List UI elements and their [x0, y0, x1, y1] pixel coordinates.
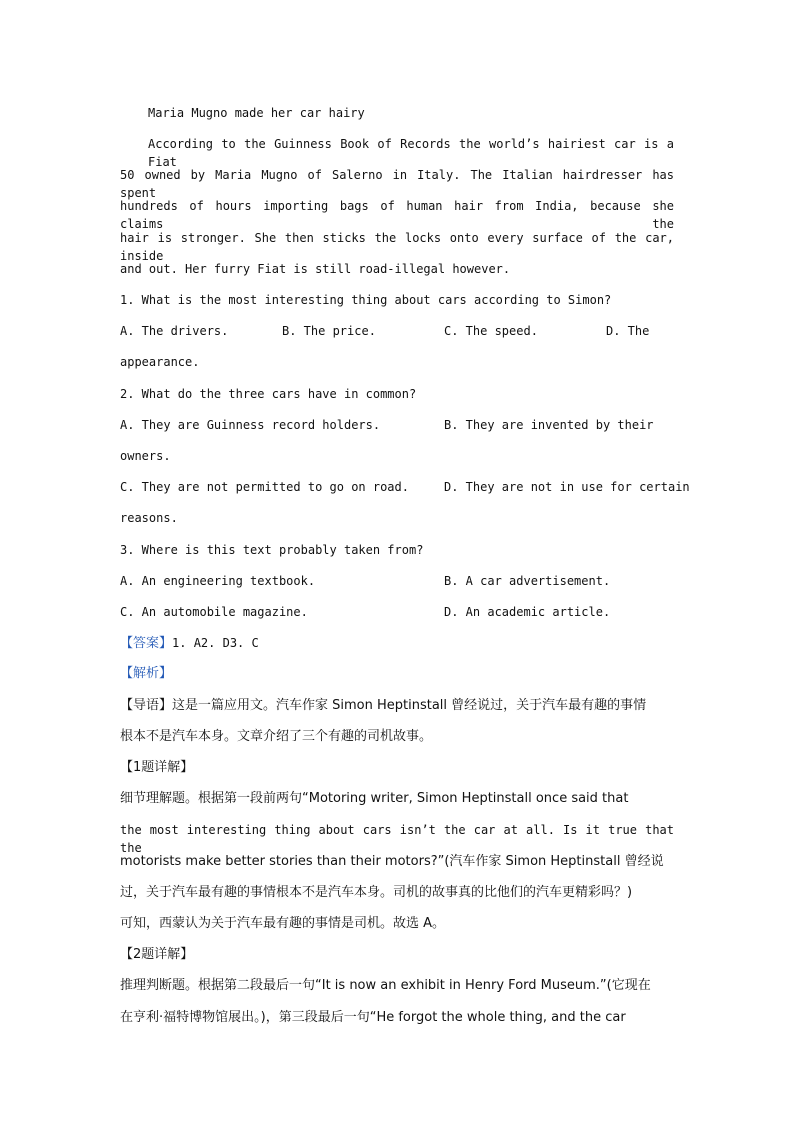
option-b: B. They are invented by their [444, 418, 654, 432]
option-a: A. The drivers. [120, 324, 229, 338]
guide-line: 根本不是汽车本身。文章介绍了三个有趣的司机故事。 [120, 729, 433, 744]
question-stem: 2. What do the three cars have in common? [120, 387, 417, 401]
option-a: A. They are Guinness record holders. [120, 418, 381, 432]
option-a: A. An engineering textbook. [120, 574, 316, 588]
option-c: C. They are not permitted to go on road. [120, 480, 409, 494]
article-line: hair is stronger. She then sticks the locks onto every surface of the car, inside [120, 231, 674, 263]
option-wrap: appearance. [120, 355, 200, 369]
option-b: B. The price. [282, 324, 376, 338]
option-wrap: reasons. [120, 511, 178, 525]
analysis-label: 【解析】 [120, 666, 173, 681]
option-d: D. An academic article. [444, 605, 611, 619]
q2-detail-line: 推理判断题。根据第二段最后一句“It is now an exhibit in Henry Ford Museum.”(它现在 [120, 978, 651, 993]
article-line: hundreds of hours importing bags of human hair from India, because she claims the [120, 199, 674, 231]
guide-label: 【导语】 [120, 698, 173, 713]
option-d: D. They are not in use for certain [444, 480, 690, 494]
question-stem: 1. What is the most interesting thing about cars according to Simon? [120, 293, 612, 307]
article-line: 50 owned by Maria Mugno of Salerno in Italy. The Italian hairdresser has spent [120, 168, 674, 200]
q2-detail-line: 在亨利·福特博物馆展出。)，第三段最后一句“He forgot the whole thing, and the car [120, 1010, 626, 1025]
option-c: C. The speed. [444, 324, 538, 338]
q1-detail-line: the most interesting thing about cars isn’t the car at all. Is it true that the [120, 823, 674, 855]
article-title: Maria Mugno made her car hairy [148, 106, 365, 120]
option-d: D. The [606, 324, 650, 338]
article-line: and out. Her furry Fiat is still road-illegal however. [120, 262, 511, 276]
guide-line [120, 697, 674, 715]
guide-text: 这是一篇应用文。汽车作家 Simon Heptinstall 曾经说过，关于汽车最有趣的事情 [172, 698, 647, 713]
option-b: B. A car advertisement. [444, 574, 611, 588]
q1-detail-line: 过，关于汽车最有趣的事情根本不是汽车本身。司机的故事真的比他们的汽车更精彩吗？) [120, 885, 633, 900]
q1-detail-label: 【1题详解】 [120, 760, 194, 775]
q2-detail-label: 【2题详解】 [120, 947, 194, 962]
answer-text: 1. A2. D3. C [172, 636, 259, 650]
q1-detail-line: motorists make better stories than their motors?”(汽车作家 Simon Heptinstall 曾经说 [120, 854, 664, 869]
q1-detail-line: 可知，西蒙认为关于汽车最有趣的事情是司机。故选 A。 [120, 916, 446, 931]
answer-label: 【答案】 [120, 636, 173, 651]
option-c: C. An automobile magazine. [120, 605, 308, 619]
question-stem: 3. Where is this text probably taken from? [120, 543, 424, 557]
answer-line [120, 634, 674, 653]
option-wrap: owners. [120, 449, 171, 463]
article-line: According to the Guinness Book of Records the world’s hairiest car is a Fiat [148, 137, 674, 169]
q1-detail-line: 细节理解题。根据第一段前两句“Motoring writer, Simon Heptinstall once said that [120, 791, 629, 806]
